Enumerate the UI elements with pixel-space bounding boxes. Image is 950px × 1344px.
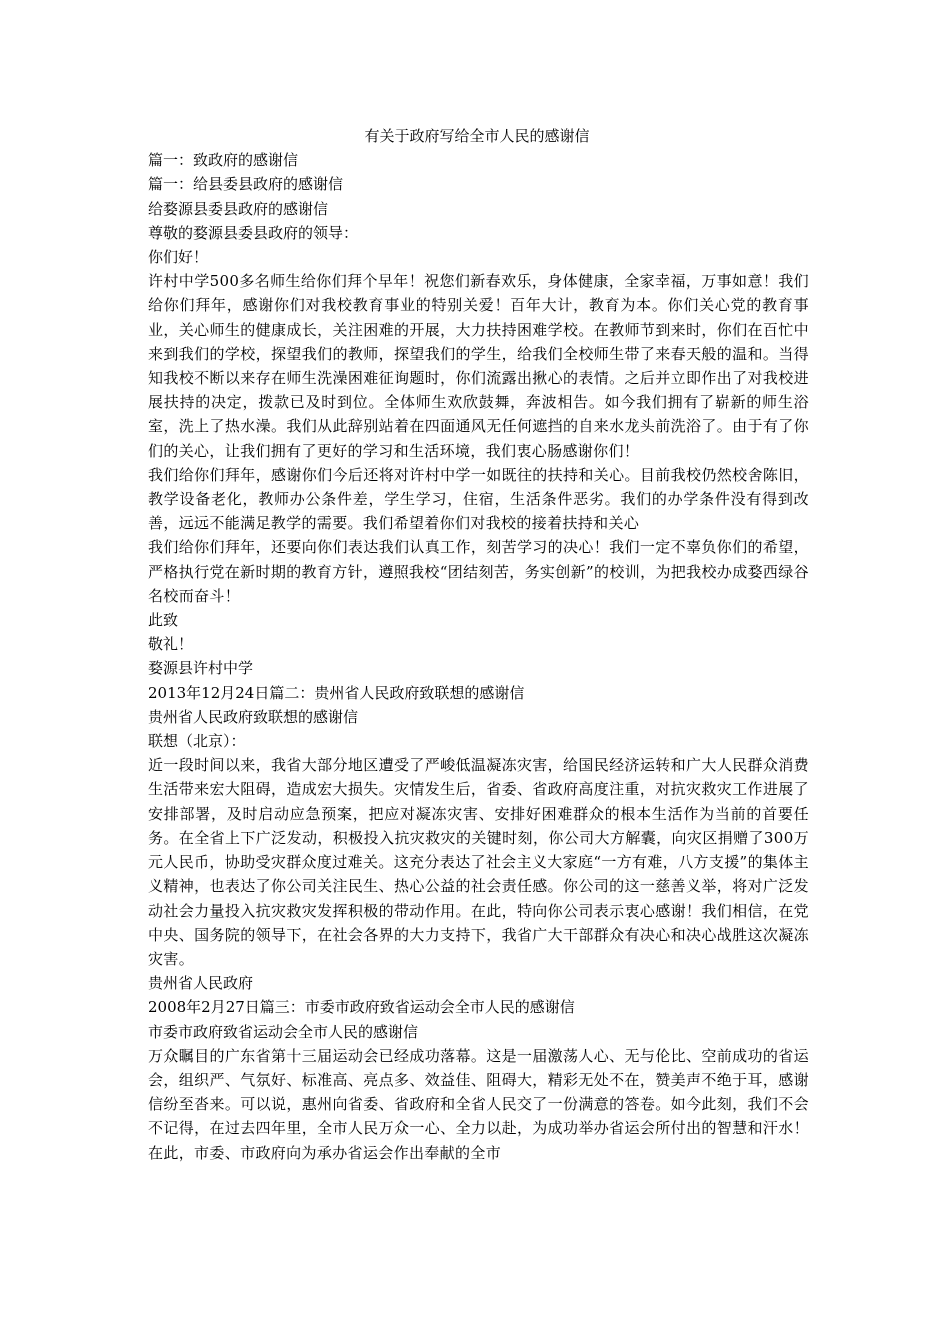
body-line: 此致 (148, 611, 179, 630)
body-line: 贵州省人民政府 (148, 974, 254, 993)
body-line: 你们好！ (148, 248, 209, 267)
body-paragraph: 我们给你们拜年，还要向你们表达我们认真工作，刻苦学习的决心！我们一定不辜负你们的希望，严格执行党在新时期的教育方针，遵照我校“团结刻苦，务实创新”的校训，为把我校办成婺西绿谷名校而奋斗！ (148, 538, 809, 605)
body-line: 篇一：致政府的感谢信 (148, 151, 299, 170)
document-page (145, 124, 809, 1165)
body-line: 2013年12月24日篇二：贵州省人民政府致联想的感谢信 (148, 683, 525, 702)
document-body (145, 148, 809, 1165)
body-paragraph: 我们给你们拜年，感谢你们今后还将对许村中学一如既往的扶持和关心。目前我校仍然校舍陈旧，教学设备老化，教师办公条件差，学生学习，住宿，生活条件恶劣。我们的办学条件没有得到改善，远远不能满足教学的需要。我们希望着你们对我校的接着扶持和关心 (148, 465, 809, 533)
body-line: 尊敬的婺源县委县政府的领导： (148, 223, 359, 242)
body-paragraph: 许村中学500多名师生给你们拜个早年！祝您们新春欢乐，身体健康，全家幸福，万事如意！我们给你们拜年，感谢你们对我校教育事业的特别关爱！百年大计，教育为本。你们关心党的教育事业，关心师生的健康成长，关注困难的开展，大力扶持困难学校。在教师节到来时，你们在百忙中来到我们的学校，探望我们的教师，探望我们的学生，给我们全校师生带了来春天般的温和。当得知我校不断以来存在师生洗澡困难征询题时，你们流露出揪心的表情。之后并立即作出了对我校进展扶持的决定，拨款已及时到位。全体师生欢欣鼓舞，奔波相告。如今我们拥有了崭新的师生浴室，洗上了热水澡。我们从此辞别站着在四面通风无任何遮挡的自来水龙头前洗浴了。由于有了你们的关心，让我们拥有了更好的学习和生活环境，我们衷心肠感谢你们！ (148, 272, 809, 460)
document-title: 有关于政府写给全市人民的感谢信 (364, 127, 590, 145)
body-line: 篇一：给县委县政府的感谢信 (148, 175, 344, 194)
body-line: 敬礼！ (148, 635, 194, 654)
body-line: 市委市政府致省运动会全市人民的感谢信 (148, 1022, 419, 1041)
body-paragraph: 万众瞩目的广东省第十三届运动会已经成功落幕。这是一届激荡人心、无与伦比、空前成功的省运会，组织严、气氛好、标准高、亮点多、效益佳、阻碍大，精彩无处不在，赞美声不绝于耳，感谢信纷至沓来。可以说，惠州向省委、省政府和全省人民交了一份满意的答卷。如今此刻，我们不会不记得，在过去四年里，全市人民万众一心、全力以赴，为成功举办省运会所付出的智慧和汗水！在此，市委、市政府向为承办省运会作出奉献的全市 (148, 1046, 809, 1162)
body-line: 给婺源县委县政府的感谢信 (148, 199, 329, 218)
body-line: 2008年2月27日篇三：市委市政府致省运动会全市人民的感谢信 (148, 998, 575, 1017)
body-line: 贵州省人民政府致联想的感谢信 (148, 707, 359, 726)
body-line: 联想（北京）： (148, 732, 246, 751)
body-line: 婺源县许村中学 (148, 659, 254, 678)
body-paragraph: 近一段时间以来，我省大部分地区遭受了严峻低温凝冻灾害，给国民经济运转和广大人民群众消费生活带来宏大阻碍，造成宏大损失。灾情发生后，省委、省政府高度注重，对抗灾救灾工作进展了安排部署，及时启动应急预案，把应对凝冻灾害、安排好困难群众的根本生活作为当前的首要任务。在全省上下广泛发动，积极投入抗灾救灾的关键时刻，你公司大方解囊，向灾区捐赠了300万元人民币，协助受灾群众度过难关。这充分表达了社会主义大家庭“一方有难，八方支援”的集体主义精神，也表达了你公司关注民生、热心公益的社会责任感。你公司的这一慈善义举，将对广泛发动社会力量投入抗灾救灾发挥积极的带动作用。在此，特向你公司表示衷心感谢！我们相信，在党中央、国务院的领导下，在社会各界的大力支持下，我省广大干部群众有决心和决心战胜这次凝冻灾害。 (148, 756, 809, 968)
